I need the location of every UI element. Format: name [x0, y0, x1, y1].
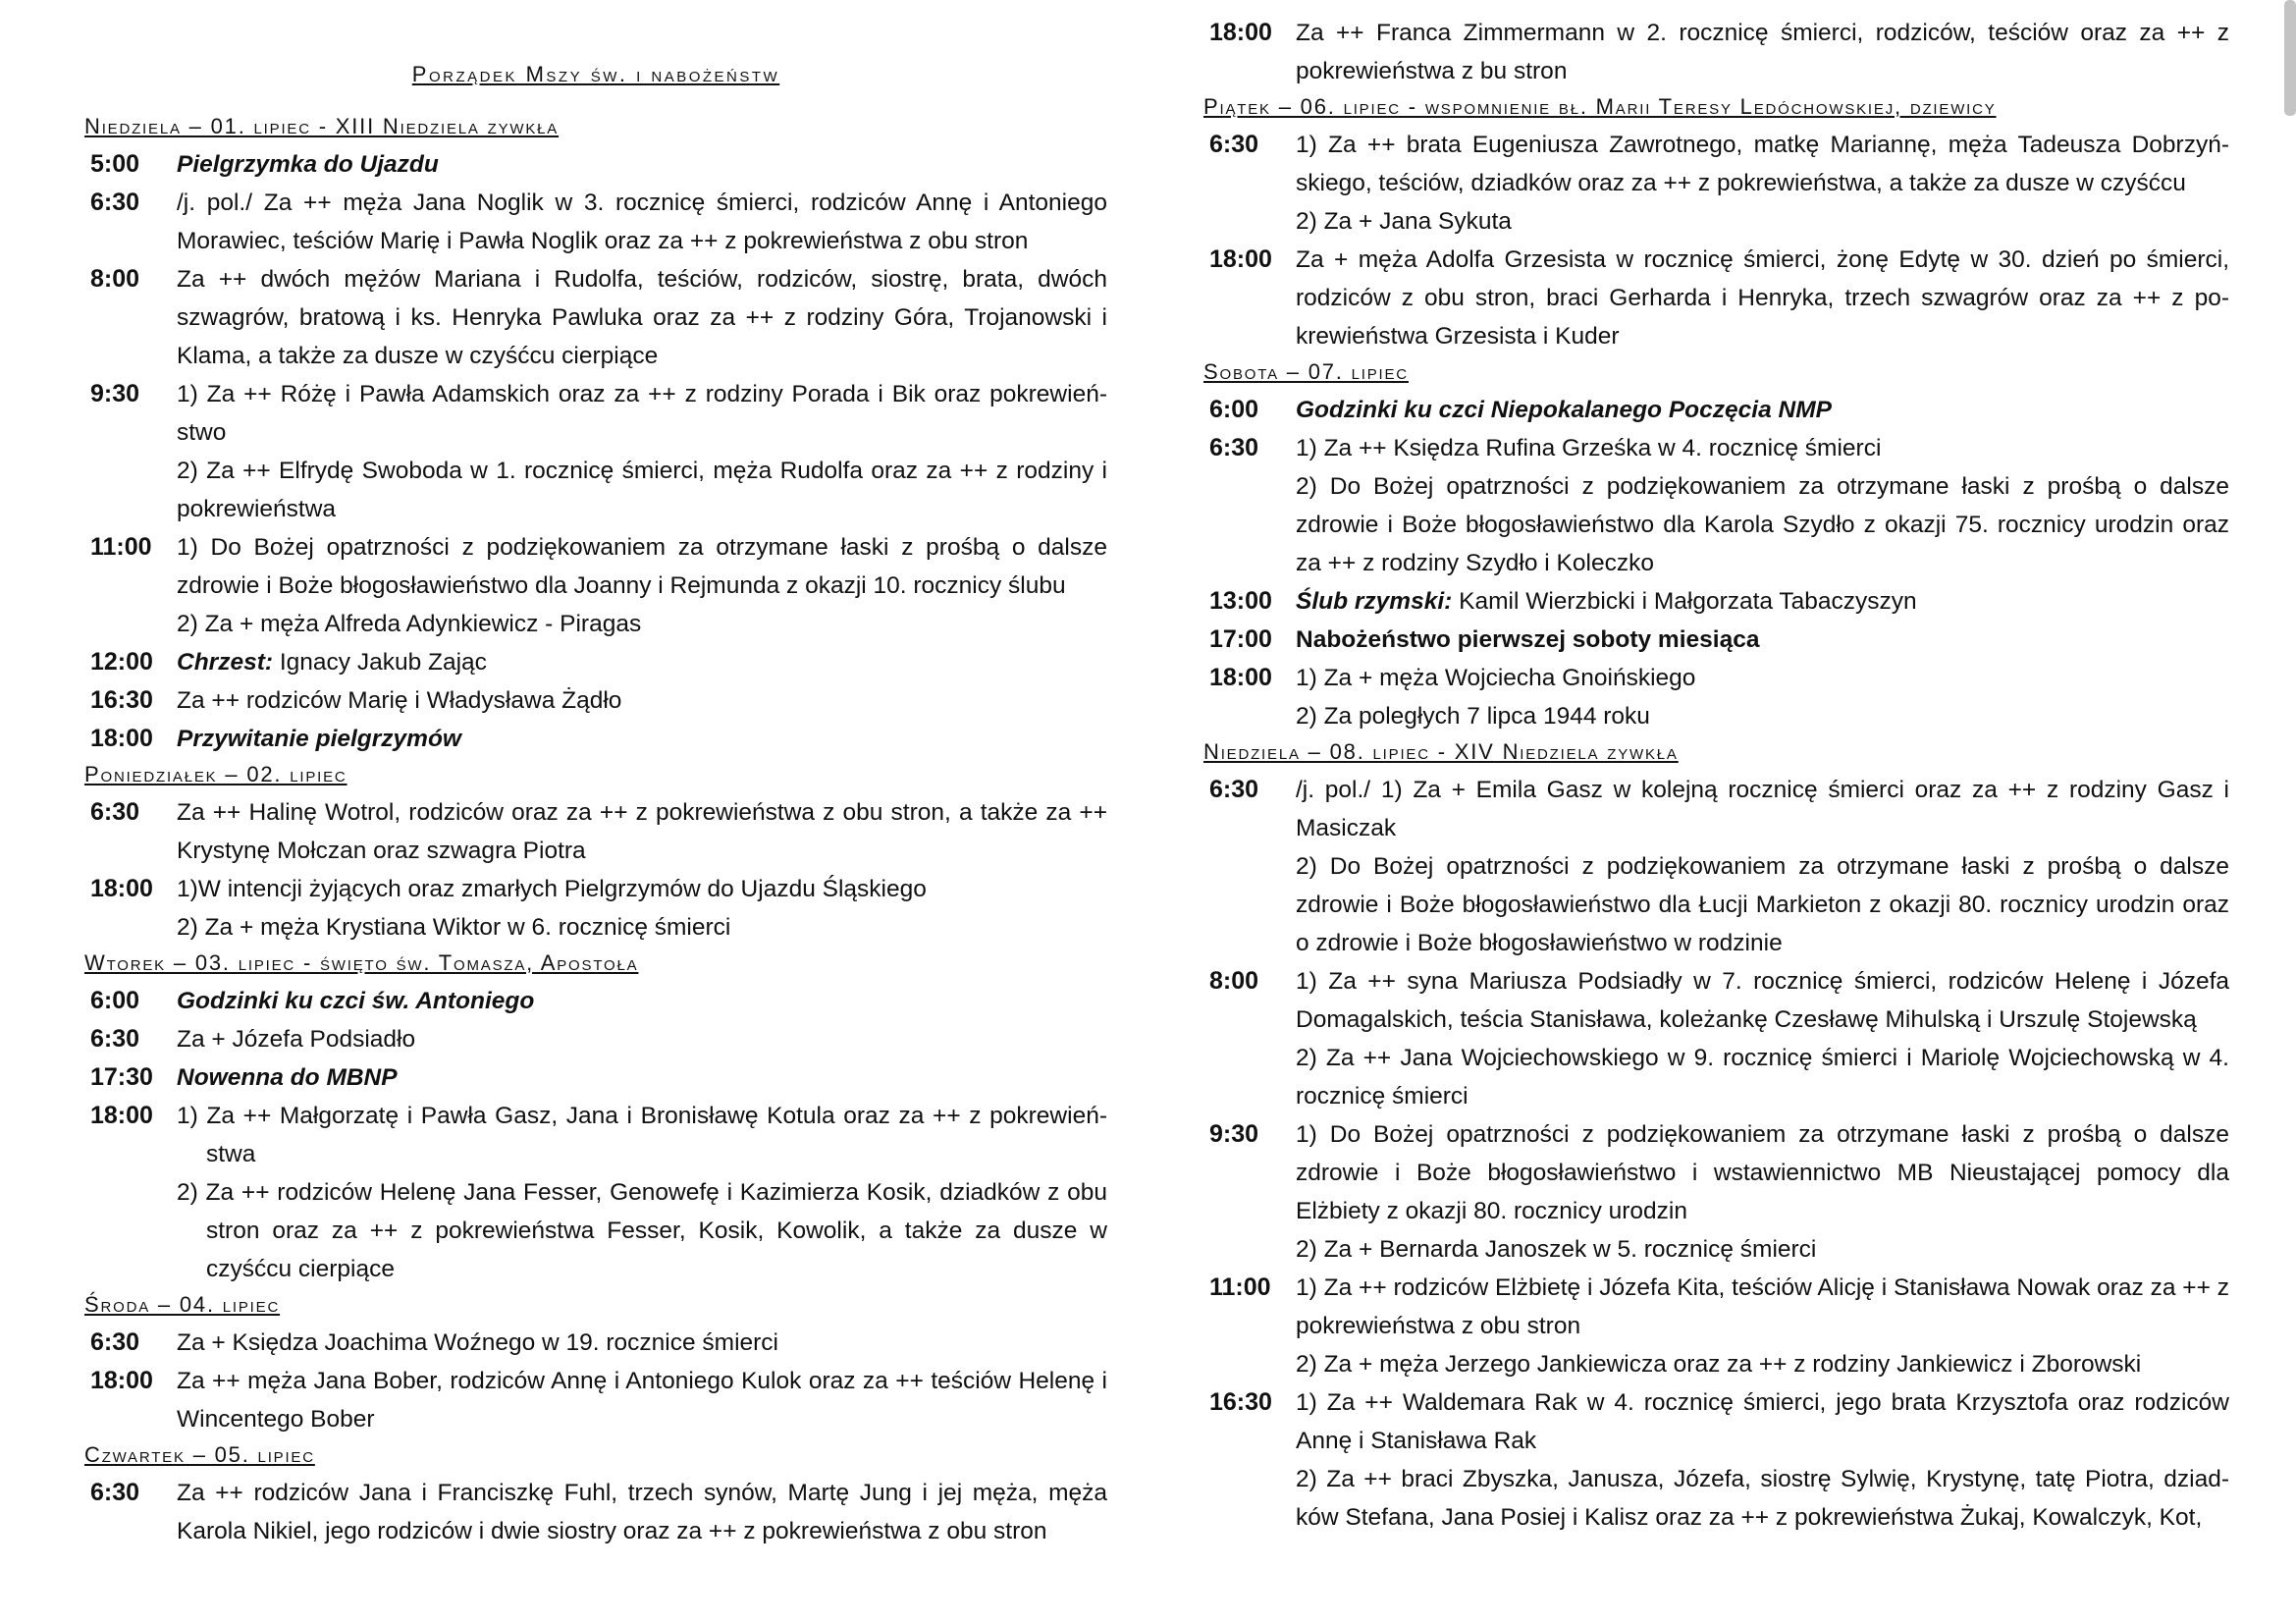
left-column — [84, 0, 1107, 1550]
intention-text: 2) Za poległych 7 lipca 1944 roku — [1296, 703, 1650, 730]
intentions — [177, 870, 1107, 947]
intention-line — [1296, 1345, 2229, 1383]
intention-line — [177, 452, 1107, 528]
intentions — [1296, 391, 2229, 429]
mass-entry — [84, 1058, 1107, 1097]
intention-line — [1296, 1383, 2229, 1460]
mass-entry — [84, 184, 1107, 260]
intention-text: 2) Za ++ Elfrydę Swoboda w 1. rocznicę śmierci, męża Rudolfa oraz za ++ z rodziny i pokrewieństwa — [177, 458, 1107, 522]
intention-text: 2) Za + męża Alfreda Adynkiewicz - Piragas — [177, 611, 642, 637]
mass-time: 6:30 — [90, 1479, 140, 1506]
intention-text: 1) Do Bożej opatrzności z podziękowaniem za otrzymane łaski z prośbą o dalsze zdrowie i Boże błogosławieństwo dla Joanny i Rejmunda z okazji 10. rocznicy ślubu — [177, 534, 1107, 599]
page-title: Porządek Mszy św. i nabożeństw — [411, 62, 780, 86]
mass-time: 6:00 — [1209, 396, 1259, 423]
scrollbar-thumb[interactable] — [2284, 0, 2296, 116]
mass-entry — [1203, 429, 2229, 582]
mass-entry — [84, 1324, 1107, 1362]
intention-text: 1) Za ++ rodziców Elżbietę i Józefa Kita, teściów Alicję i Stanisława Nowak oraz za ++ z pokrewieństwa z obu stron — [1296, 1274, 2229, 1339]
intention-line — [177, 1362, 1107, 1438]
mass-entry — [1203, 391, 2229, 429]
event-label: Godzinki ku czci św. Antoniego — [177, 988, 535, 1014]
intentions — [1296, 621, 2229, 659]
mass-entry — [84, 375, 1107, 528]
mass-time: 6:00 — [90, 987, 140, 1014]
mass-time: 17:30 — [90, 1063, 153, 1091]
intention-text: 1) Za ++ Księdza Rufina Grześka w 4. rocznicę śmierci — [1296, 435, 1882, 461]
intention-line — [177, 1324, 1107, 1362]
intentions — [177, 1097, 1107, 1288]
mass-entry — [84, 528, 1107, 643]
intention-line — [1296, 697, 2229, 735]
mass-time: 8:00 — [1209, 967, 1259, 995]
day-section — [84, 758, 1107, 947]
intentions — [177, 1324, 1107, 1362]
intention-line — [1296, 429, 2229, 467]
mass-time: 18:00 — [90, 725, 153, 752]
intention-line — [177, 720, 1107, 758]
intention-line — [177, 1474, 1107, 1550]
intentions — [1296, 582, 2229, 621]
mass-entry — [84, 643, 1107, 681]
intention-line — [177, 1058, 1107, 1097]
intentions — [177, 982, 1107, 1020]
intention-line — [177, 1020, 1107, 1058]
intention-line — [177, 184, 1107, 260]
mass-entry — [84, 1362, 1107, 1438]
intention-text: Za ++ Halinę Wotrol, rodziców oraz za ++ z pokrewieństwa z obu stron, a także za ++ Krystynę Mołczan oraz szwagra Piotra — [177, 799, 1107, 864]
intention-text: Za ++ rodziców Marię i Władysława Żądło — [177, 687, 622, 714]
mass-entry — [84, 870, 1107, 947]
mass-time: 18:00 — [90, 1367, 153, 1394]
right-column — [1203, 0, 2229, 1537]
intention-line — [1296, 1115, 2229, 1230]
intention-text: 1) Za ++ syna Mariusza Podsiadły w 7. rocznicę śmierci, rodziców Helenę i Józefa Domagalskich, teścia Stanisława, koleżankę Czesławę Mihulską i Urszulę Stojewską — [1296, 968, 2229, 1033]
intention-line — [1296, 467, 2229, 582]
mass-time: 18:00 — [1209, 19, 1272, 46]
intentions — [177, 720, 1107, 758]
mass-time: 16:30 — [90, 686, 153, 714]
mass-time: 18:00 — [1209, 245, 1272, 273]
day-section — [1203, 90, 2229, 355]
event-label: Ślub rzymski: — [1296, 588, 1453, 615]
intention-text: 2) Za + Jana Sykuta — [1296, 208, 1512, 235]
day-section — [84, 1438, 1107, 1550]
event-label: Nowenna do MBNP — [177, 1064, 398, 1091]
intention-line — [1296, 14, 2229, 90]
mass-time: 5:00 — [90, 150, 140, 178]
day-heading: Niedziela – 08. lipiec - XIV Niedziela zywkła — [1203, 739, 1679, 764]
intentions — [177, 1362, 1107, 1438]
mass-entry — [1203, 1383, 2229, 1537]
intention-line — [1296, 391, 2229, 429]
intentions — [1296, 14, 2229, 90]
intention-text: Za ++ dwóch mężów Mariana i Rudolfa, teściów, rodziców, siostrę, brata, dwóch szwagrów, bratową i ks. Henryka Pawluka oraz za ++ z rodziny Góra, Trojanowski i Klama, a także za dusze w czyśćcu cierpiące — [177, 266, 1107, 369]
intentions — [177, 184, 1107, 260]
intention-line — [1296, 962, 2229, 1039]
intention-line — [1296, 621, 2229, 659]
intentions — [1296, 659, 2229, 735]
mass-time: 18:00 — [90, 875, 153, 902]
intentions — [177, 260, 1107, 375]
mass-time: 12:00 — [90, 648, 153, 676]
mass-entry — [1203, 1115, 2229, 1269]
day-section — [1203, 14, 2229, 90]
intention-text: /j. pol./ Za ++ męża Jana Noglik w 3. rocznicę śmierci, rodziców Annę i Antoniego Morawiec, teściów Marię i Pawła Noglik oraz za ++ z pokrewieństwa z obu stron — [177, 189, 1107, 254]
intention-line — [177, 982, 1107, 1020]
intention-line — [1296, 847, 2229, 962]
event-label: Nabożeństwo pierwszej soboty miesiąca — [1296, 626, 1760, 653]
day-heading: Sobota – 07. lipiec — [1203, 359, 1409, 384]
intention-line — [1296, 126, 2229, 202]
mass-entry — [84, 1474, 1107, 1550]
intentions — [1296, 429, 2229, 582]
day-heading: Środa – 04. lipiec — [84, 1292, 281, 1317]
intention-text: Kamil Wierzbicki i Małgorzata Tabaczyszyn — [1452, 588, 1917, 615]
mass-entry — [1203, 771, 2229, 962]
intention-line — [177, 793, 1107, 870]
intention-line — [1296, 241, 2229, 355]
intention-text: 1) Za ++ Małgorzatę i Pawła Gasz, Jana i Bronisławę Kotula oraz za ++ z pokrewieństwa — [177, 1103, 1107, 1167]
mass-time: 6:30 — [90, 1328, 140, 1356]
intention-line — [177, 528, 1107, 605]
intention-text: 2) Za + Bernarda Janoszek w 5. rocznicę śmierci — [1296, 1236, 1817, 1263]
intention-line — [177, 908, 1107, 947]
mass-time: 18:00 — [1209, 664, 1272, 691]
intention-text: /j. pol./ 1) Za + Emila Gasz w kolejną rocznicę śmierci oraz za ++ z rodziny Gasz i Masiczak — [1296, 777, 2229, 841]
mass-time: 16:30 — [1209, 1388, 1272, 1416]
intention-text: 1) Za ++ Waldemara Rak w 4. rocznicę śmierci, jego brata Krzysztofa oraz rodziców Annę i Stanisława Rak — [1296, 1389, 2229, 1454]
intention-line — [1296, 771, 2229, 847]
intentions — [177, 1058, 1107, 1097]
mass-time: 13:00 — [1209, 587, 1272, 615]
day-section — [84, 947, 1107, 1288]
intentions — [177, 375, 1107, 528]
intentions — [1296, 1383, 2229, 1537]
day-section — [1203, 355, 2229, 735]
intention-text: Za + Józefa Podsiadło — [177, 1026, 416, 1053]
intention-line — [1296, 1230, 2229, 1269]
mass-time: 6:30 — [90, 798, 140, 826]
intention-text: 1) Za ++ brata Eugeniusza Zawrotnego, matkę Mariannę, męża Tadeusza Dobrzyńskiego, teściów, dziadków oraz za ++ z pokrewieństwa, a także za dusze w czyśćcu — [1296, 132, 2229, 196]
schedule-right — [1203, 14, 2229, 1537]
day-heading: Niedziela – 01. lipiec - XIII Niedziela zywkła — [84, 114, 560, 138]
intention-text: Za ++ męża Jana Bober, rodziców Annę i Antoniego Kulok oraz za ++ teściów Helenę i Wincentego Bober — [177, 1368, 1107, 1433]
mass-entry — [1203, 241, 2229, 355]
mass-entry — [84, 145, 1107, 184]
schedule-left — [84, 110, 1107, 1550]
intention-line — [177, 375, 1107, 452]
intention-line — [1296, 202, 2229, 241]
intention-text: 1) Za + męża Wojciecha Gnoińskiego — [1296, 665, 1696, 691]
mass-time: 9:30 — [1209, 1120, 1259, 1148]
intention-text: Za ++ rodziców Jana i Franciszkę Fuhl, trzech synów, Martę Jung i jej męża, męża Karola Nikiel, jego rodziców i dwie siostry oraz za ++ z pokrewieństwa z obu stron — [177, 1480, 1107, 1544]
mass-entry — [1203, 14, 2229, 90]
mass-time: 18:00 — [90, 1102, 153, 1129]
intention-line — [1296, 1460, 2229, 1537]
intentions — [1296, 1269, 2229, 1383]
mass-entry — [84, 1097, 1107, 1288]
event-label: Chrzest: — [177, 649, 274, 676]
intention-text: 2) Za + męża Jerzego Jankiewicza oraz za ++ z rodziny Jankiewicz i Zborowski — [1296, 1351, 2142, 1378]
intentions — [177, 1474, 1107, 1550]
event-label: Godzinki ku czci Niepokalanego Poczęcia NMP — [1296, 397, 1832, 423]
intention-line — [177, 605, 1107, 643]
intention-line — [177, 643, 1107, 681]
intentions — [177, 1020, 1107, 1058]
intention-text: 2) Za ++ Jana Wojciechowskiego w 9. rocznicę śmierci i Mariolę Wojciechowską w 4. rocznicę śmierci — [1296, 1045, 2229, 1110]
intentions — [1296, 241, 2229, 355]
intentions — [177, 643, 1107, 681]
intention-line — [177, 681, 1107, 720]
mass-entry — [84, 1020, 1107, 1058]
mass-entry — [84, 793, 1107, 870]
intentions — [177, 681, 1107, 720]
intention-line — [1296, 1269, 2229, 1345]
intentions — [1296, 1115, 2229, 1269]
intentions — [1296, 771, 2229, 962]
intention-text: 2) Za + męża Krystiana Wiktor w 6. rocznicę śmierci — [177, 914, 731, 941]
intentions — [177, 793, 1107, 870]
mass-time: 6:30 — [90, 189, 140, 216]
day-heading: Czwartek – 05. lipiec — [84, 1442, 315, 1467]
mass-entry — [1203, 582, 2229, 621]
mass-entry — [1203, 126, 2229, 241]
day-heading: Poniedziałek – 02. lipiec — [84, 762, 347, 786]
intention-text: 1) Za ++ Różę i Pawła Adamskich oraz za ++ z rodziny Porada i Bik oraz pokrewieństwo — [177, 381, 1107, 446]
intention-line — [177, 1097, 1107, 1173]
intentions — [177, 528, 1107, 643]
mass-entry — [84, 681, 1107, 720]
intention-text: Ignacy Jakub Zając — [273, 649, 487, 676]
intention-line — [177, 260, 1107, 375]
intention-line — [177, 870, 1107, 908]
intention-text: Za + męża Adolfa Grzesista w rocznicę śmierci, żonę Edytę w 30. dzień po śmierci, rodziców z obu stron, braci Gerharda i Henryka, trzech szwagrów oraz za ++ z pokrewieństwa Grzesista i Kuder — [1296, 246, 2229, 350]
mass-time: 6:30 — [1209, 131, 1259, 158]
mass-entry — [84, 260, 1107, 375]
intention-text: Za + Księdza Joachima Woźnego w 19. rocznice śmierci — [177, 1329, 778, 1356]
mass-time: 6:30 — [1209, 434, 1259, 461]
intention-line — [1296, 1039, 2229, 1115]
mass-time: 6:30 — [1209, 776, 1259, 803]
intentions — [1296, 962, 2229, 1115]
mass-time: 11:00 — [90, 533, 152, 561]
intention-line — [177, 145, 1107, 184]
intention-text: 2) Za ++ rodziców Helenę Jana Fesser, Genowefę i Kazimierza Kosik, dziadków z obu stron oraz za ++ z pokrewieństwa Fesser, Kosik, Kowolik, a także za dusze w czyśćcu cierpiące — [177, 1179, 1107, 1282]
mass-time: 17:00 — [1209, 625, 1272, 653]
intention-text: 2) Do Bożej opatrzności z podziękowaniem za otrzymane łaski z prośbą o dalsze zdrowie i Boże błogosławieństwo dla Karola Szydło z okazji 75. rocznicy urodzin oraz za ++ z rodziny Szydło i Koleczko — [1296, 473, 2229, 576]
intention-text: 1)W intencji żyjących oraz zmarłych Pielgrzymów do Ujazdu Śląskiego — [177, 876, 927, 902]
day-section — [84, 110, 1107, 758]
intention-line — [1296, 659, 2229, 697]
mass-time: 8:00 — [90, 265, 140, 293]
mass-time: 11:00 — [1209, 1273, 1271, 1301]
intention-line — [1296, 582, 2229, 621]
mass-time: 9:30 — [90, 380, 140, 407]
day-heading: Wtorek – 03. lipiec - święto św. Tomasza, Apostoła — [84, 950, 639, 975]
intention-text: Za ++ Franca Zimmermann w 2. rocznicę śmierci, rodziców, teściów oraz za ++ z pokrewieństwa z bu stron — [1296, 20, 2229, 84]
day-section — [1203, 735, 2229, 1537]
intention-text: 2) Do Bożej opatrzności z podziękowaniem za otrzymane łaski z prośbą o dalsze zdrowie i Boże błogosławieństwo dla Łucji Markieton z okazji 80. rocznicy urodzin oraz o zdrowie i Boże błogosławieństwo w rodzinie — [1296, 853, 2229, 956]
intentions — [177, 145, 1107, 184]
mass-entry — [84, 720, 1107, 758]
intention-text: 1) Do Bożej opatrzności z podziękowaniem za otrzymane łaski z prośbą o dalsze zdrowie i Boże błogosławieństwo i wstawiennictwo MB Nieustającej pomocy dla Elżbiety z okazji 80. rocznicy urodzin — [1296, 1121, 2229, 1224]
mass-entry — [1203, 962, 2229, 1115]
intentions — [1296, 126, 2229, 241]
mass-entry — [1203, 1269, 2229, 1383]
day-heading: Piątek – 06. lipiec - wspomnienie bł. Marii Teresy Ledóchowskiej, dziewicy — [1203, 94, 1997, 119]
mass-entry — [1203, 621, 2229, 659]
event-label: Przywitanie pielgrzymów — [177, 726, 461, 752]
mass-time: 6:30 — [90, 1025, 140, 1053]
mass-entry — [84, 982, 1107, 1020]
day-section — [84, 1288, 1107, 1438]
mass-entry — [1203, 659, 2229, 735]
intention-text: 2) Za ++ braci Zbyszka, Janusza, Józefa, siostrę Sylwię, Krystynę, tatę Piotra, dziadków Stefana, Jana Posiej i Kalisz oraz za ++ z pokrewieństwa Żukaj, Kowalczyk, Kot, — [1296, 1466, 2229, 1531]
intention-line — [177, 1173, 1107, 1288]
event-label: Pielgrzymka do Ujazdu — [177, 151, 439, 178]
